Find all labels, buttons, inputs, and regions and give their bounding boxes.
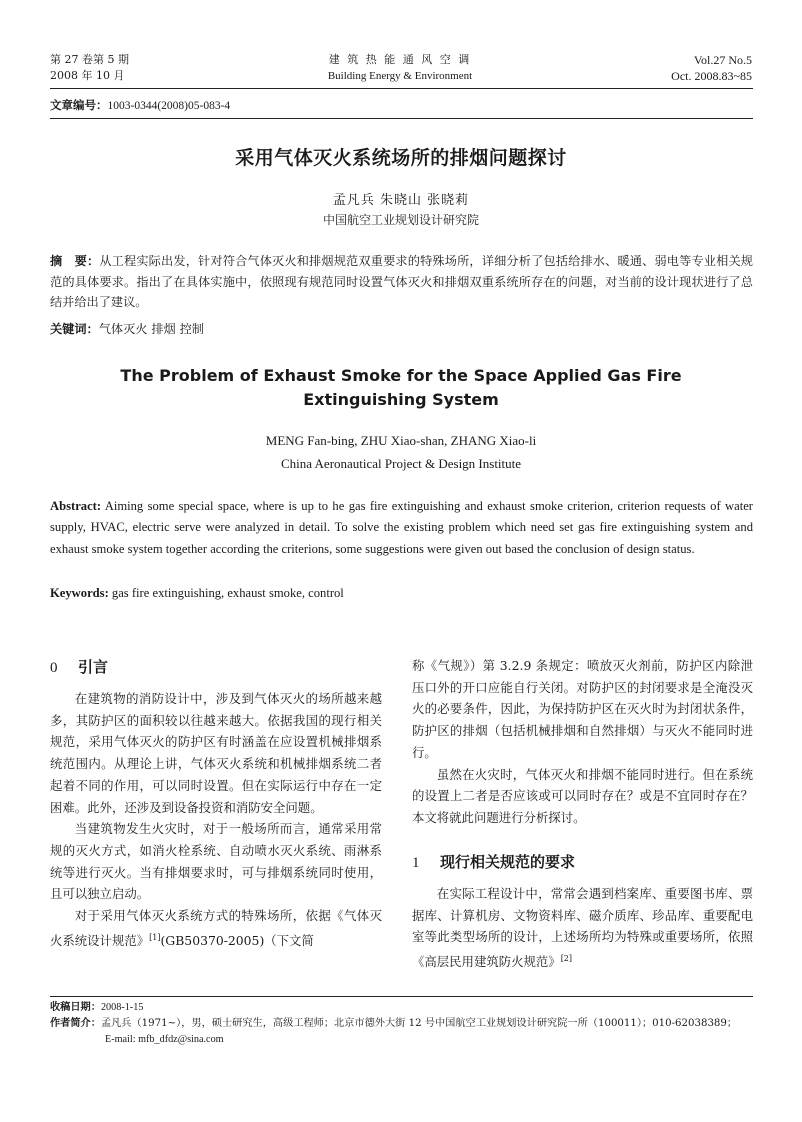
received-date: 2008-1-15	[100, 1002, 144, 1013]
article-number-label: 文章编号：	[50, 98, 108, 112]
article-number-value: 1003-0344(2008)05-083-4	[107, 100, 231, 112]
authors-en: MENG Fan-bing, ZHU Xiao-shan, ZHANG Xiao-li	[265, 433, 537, 448]
keywords-cn-label: 关键词：	[50, 322, 99, 336]
journal-name-en: Building Energy & Environment	[327, 70, 473, 82]
paper-title-cn: 采用气体灭火系统场所的排烟问题探讨	[235, 147, 567, 169]
date-cn: 2008 年 10 月	[50, 69, 125, 82]
citation-ref: [2]	[560, 954, 573, 964]
paragraph: 在实际工程设计中，常常会遇到档案库、重要图书库、票据库、计算机房、文物资料库、磁介质库、珍品库、重要配电室等此类型场所的设计，上述场所均为特殊或重要场所，依照《高层民用建筑防火规范》[2]	[412, 886, 753, 970]
author-bio: 孟凡兵（1971~），男，硕士研究生，高级工程师；北京市德外大街 12 号中国航空工业规划设计研究院一所（100011）；010-62038389；	[100, 1018, 738, 1029]
abstract-en-text: Aiming some special space, where is up to he gas fire extinguishing and exhaust smoke criterion, criterion requests of water supply, HVAC, electric serve were analyzed in detail. To solve the existing problem which need set gas fire extinguishing system and exhaust smoke system together according the criterions, some suggestions were given out based the conclusion of design status.	[50, 499, 753, 556]
received-label: 收稿日期：	[50, 1002, 101, 1013]
abstract-cn-label: 摘 要：	[50, 254, 100, 268]
keywords-en-label: Keywords:	[50, 586, 109, 600]
paper-title-en-line2: Extinguishing System	[303, 390, 499, 409]
section-0-number: 0	[50, 660, 58, 676]
journal-header-right	[671, 52, 752, 84]
authors-cn: 孟凡兵 朱晓山 张晓莉	[332, 193, 470, 208]
abstract-cn-text: 从工程实际出发，针对符合气体灭火和排烟规范双重要求的特殊场所，详细分析了包括给排水、暖通、弱电等专业相关规范的具体要求。指出了在具体实施中，依照现有规范同时设置气体灭火和排烟双重系统所存在的问题，对当前的设计现状进行了总结并给出了建议。	[50, 254, 753, 309]
paragraph: 虽然在火灾时，气体灭火和排烟不能同时进行。但在系统的设置上二者是否应该或可以同时存在？或是不宜同时存在？本文将就此问题进行分析探讨。	[412, 766, 753, 825]
author-bio-label: 作者简介：	[50, 1018, 101, 1029]
section-1-heading	[412, 851, 575, 872]
article-number-divider	[50, 118, 753, 119]
footnote	[50, 1000, 760, 1048]
citation-ref: [1]	[149, 932, 161, 942]
keywords-cn-text: 气体灭火 排烟 控制	[98, 322, 204, 336]
journal-name-cn: 建 筑 热 能 通 风 空 调	[328, 53, 472, 66]
abstract-cn	[50, 251, 753, 313]
volume-issue-en: Vol.27 No.5	[693, 53, 752, 67]
footnote-divider	[50, 996, 753, 997]
section-0-heading	[50, 656, 108, 677]
volume-issue-cn: 第 27 卷第 5 期	[50, 53, 129, 66]
paragraph: 称《气规》）第 3.2.9 条规定：喷放灭火剂前，防护区内除泄压口外的开口应能自行关闭。对防护区的封闭要求是全淹没灭火的必要条件，因此，为保持防护区在灭火时为封闭状条件，防护区的排烟（包括机械排烟和自然排烟）与灭火不能同时进行。	[412, 658, 753, 760]
keywords-cn	[50, 319, 753, 340]
paragraph: 在建筑物的消防设计中，涉及到气体灭火的场所越来越多，其防护区的面积较以往越来越大。依据我国的现行相关规范，采用气体灭火的防护区有时涵盖在应设置机械排烟系统范围内。从理论上讲，气体灭火系统和机械排烟系统二者起着不同的作用，可以同时设置。但在实际运行中存在一定困难。此外，还涉及到设备投资和消防安全问题。	[50, 691, 382, 815]
section-1-title: 现行相关规范的要求	[440, 853, 576, 871]
right-column	[412, 655, 753, 829]
article-number	[50, 97, 230, 113]
paragraph: 当建筑物发生火灾时，对于一般场所而言，通常采用常规的灭火方式，如消火栓系统、自动喷水灭火系统、雨淋系统等进行灭火。当有排烟要求时，可与排烟系统同时使用，且可以独立启动。	[50, 821, 382, 902]
section-0-title: 引言	[78, 658, 109, 676]
author-email: E-mail: mfb_dfdz@sina.com	[105, 1034, 224, 1045]
keywords-en	[50, 583, 753, 604]
affiliation-en: China Aeronautical Project & Design Institute	[280, 456, 522, 471]
paper-title-en-line1: The Problem of Exhaust Smoke for the Space Applied Gas Fire	[120, 366, 682, 385]
section-1-number: 1	[412, 855, 420, 871]
affiliation-cn: 中国航空工业规划设计研究院	[322, 213, 479, 227]
journal-header-center	[250, 52, 550, 84]
journal-header-left	[50, 52, 129, 84]
paragraph: 对于采用气体灭火系统方式的特殊场所，依据《气体灭火系统设计规范》[1](GB50370-2005)（下文简	[50, 908, 382, 948]
header-divider	[50, 88, 753, 89]
paper-title-en	[0, 364, 802, 412]
left-column	[50, 688, 382, 952]
abstract-en-label: Abstract:	[50, 499, 102, 513]
keywords-en-text: gas fire extinguishing, exhaust smoke, control	[108, 586, 344, 600]
date-pages-en: Oct. 2008.83~85	[671, 69, 752, 83]
abstract-en	[50, 496, 753, 560]
right-column-continued	[412, 883, 753, 973]
